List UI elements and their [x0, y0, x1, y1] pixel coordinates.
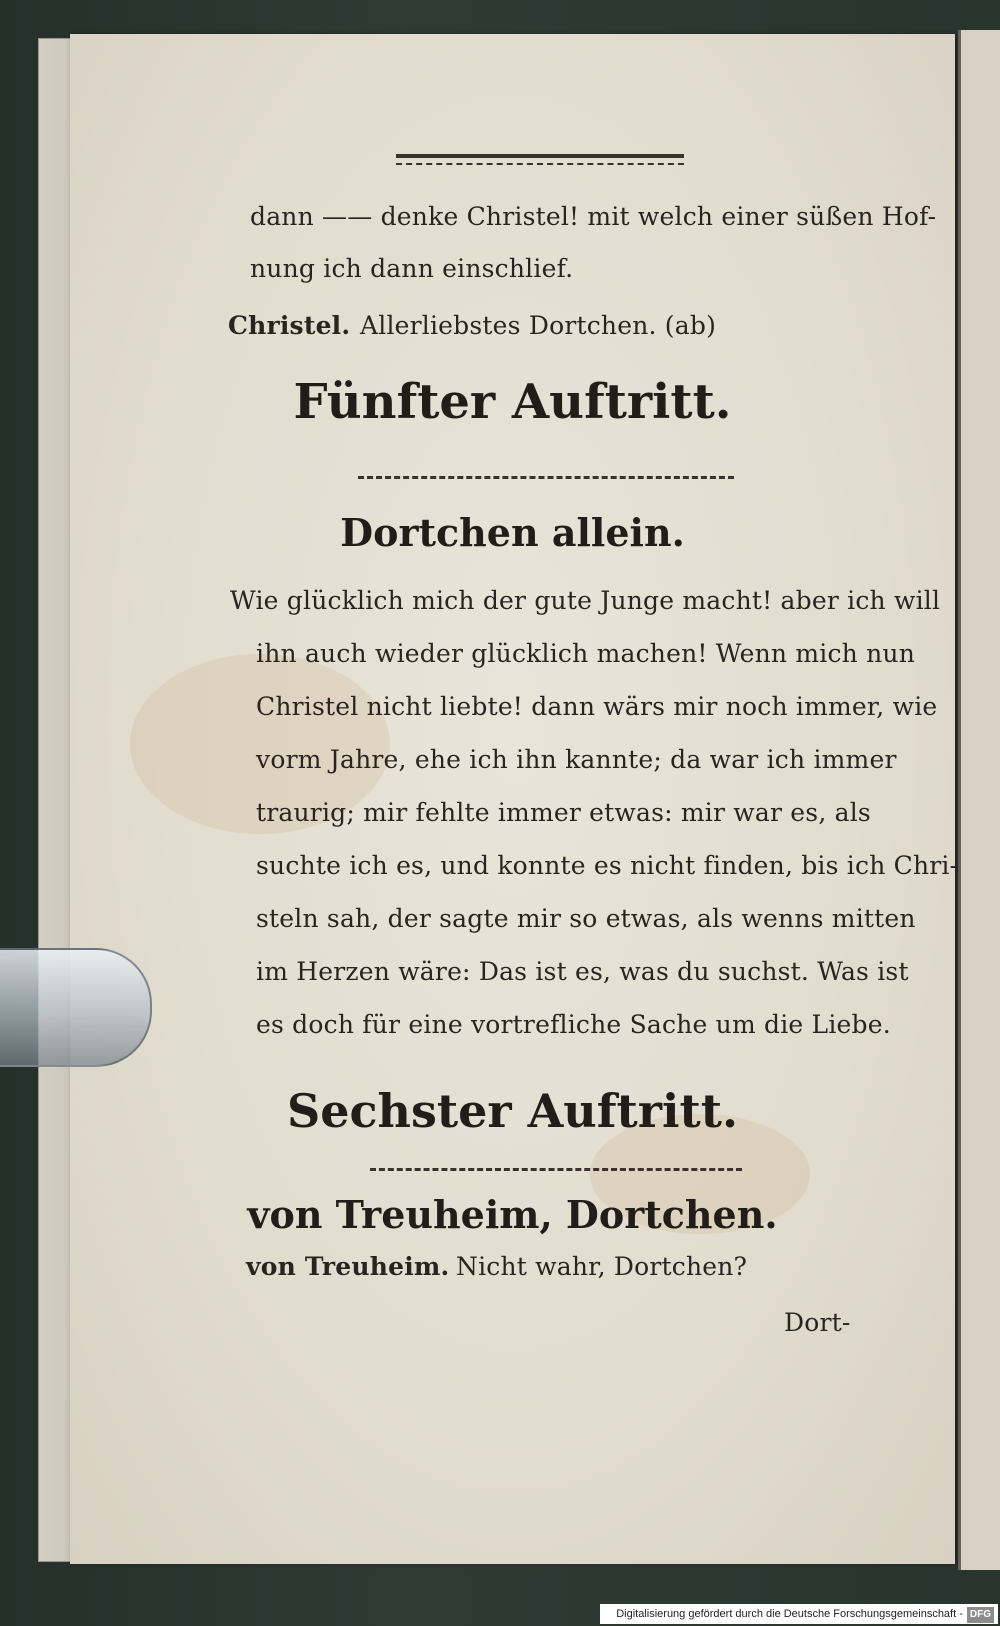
- scene-5-rule: [358, 476, 734, 479]
- scene-6-heading: Sechster Auftritt.: [287, 1084, 738, 1138]
- top-ornament-rule: [396, 154, 684, 158]
- continuation-line-2: nung ich dann einschlief.: [250, 254, 574, 283]
- page-clip: [0, 948, 152, 1067]
- monologue-line: traurig; mir fehlte immer etwas: mir war es, als: [256, 798, 871, 827]
- digitization-credit: [600, 1604, 998, 1624]
- monologue-line: Wie glücklich mich der gute Junge macht! aber ich will: [230, 586, 941, 615]
- credit-text: Digitalisierung gefördert durch die Deutsche Forschungsgemeinschaft -: [616, 1608, 963, 1620]
- catchword: Dort-: [784, 1308, 851, 1337]
- scene-6-cast: von Treuheim, Dortchen.: [247, 1192, 778, 1237]
- christel-dialogue: Allerliebstes Dortchen. (ab): [360, 311, 717, 340]
- dfg-logo: DFG: [967, 1607, 994, 1623]
- monologue-line: steln sah, der sagte mir so etwas, als wenns mitten: [256, 904, 916, 933]
- monologue-line: es doch für eine vortrefliche Sache um die Liebe.: [256, 1010, 891, 1039]
- scene-5-cast: Dortchen allein.: [340, 510, 685, 555]
- speaker-christel: Christel.: [228, 311, 351, 340]
- scene-5-heading: Fünfter Auftritt.: [293, 374, 732, 430]
- monologue-line: Christel nicht liebte! dann wärs mir noch immer, wie: [256, 692, 938, 721]
- book-page: [70, 34, 959, 1564]
- treuheim-dialogue: Nicht wahr, Dortchen?: [456, 1252, 748, 1281]
- monologue-line: ihn auch wieder glücklich machen! Wenn mich nun: [256, 639, 916, 668]
- continuation-line-1: dann —— denke Christel! mit welch einer süßen Hof-: [250, 202, 937, 231]
- monologue-line: vorm Jahre, ehe ich ihn kannte; da war ich immer: [256, 745, 897, 774]
- monologue-line: im Herzen wäre: Das ist es, was du suchst. Was ist: [256, 957, 909, 986]
- speaker-treuheim: von Treuheim.: [246, 1252, 450, 1281]
- adjacent-page-edge: [958, 30, 1000, 1570]
- scene-6-rule: [370, 1168, 742, 1171]
- top-ornament-rule: [396, 163, 684, 165]
- monologue-line: suchte ich es, und konnte es nicht finden, bis ich Chri-: [256, 851, 959, 880]
